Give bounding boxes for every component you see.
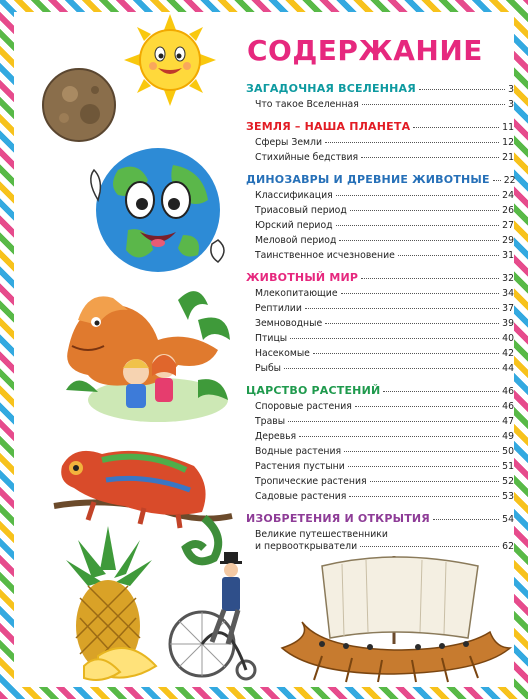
- dot-leader: [362, 104, 505, 105]
- entry-title: Стихийные бедствия: [255, 152, 359, 163]
- entry-title: Великие путешественники: [255, 529, 388, 540]
- page-number: 47: [502, 416, 514, 427]
- entry-title: Садовые растения: [255, 491, 347, 502]
- entry-title: Деревья: [255, 431, 297, 442]
- dot-leader: [383, 391, 499, 392]
- dot-leader: [361, 278, 499, 279]
- dot-leader: [433, 519, 499, 520]
- page-number: 29: [502, 235, 514, 246]
- dot-leader: [339, 240, 499, 241]
- entry-title: Тропические растения: [255, 476, 367, 487]
- dot-leader: [313, 353, 499, 354]
- dot-leader: [336, 195, 499, 196]
- entry-title: Юрский период: [255, 220, 333, 231]
- entry-title: Растения пустыни: [255, 461, 345, 472]
- page-number: 3: [508, 99, 514, 110]
- page-number: 12: [502, 137, 514, 148]
- toc-entry[interactable]: [246, 431, 514, 446]
- pineapple-illustration: [58, 526, 160, 684]
- page-number: 31: [502, 250, 514, 261]
- sun-illustration: [124, 14, 216, 106]
- dot-leader: [361, 157, 499, 158]
- dot-leader: [299, 436, 499, 437]
- entry-title: Таинственное исчезновение: [255, 250, 395, 261]
- entry-title: Что такое Вселенная: [255, 99, 359, 110]
- page-number: 26: [502, 205, 514, 216]
- toc-section: [246, 120, 514, 167]
- page-number: 49: [502, 431, 514, 442]
- entry-title: Млекопитающие: [255, 288, 338, 299]
- toc-entry[interactable]: [246, 446, 514, 461]
- toc-section-heading[interactable]: [246, 512, 514, 529]
- entry-title: Меловой период: [255, 235, 337, 246]
- entry-title: и первооткрыватели: [255, 541, 358, 552]
- toc-section-heading[interactable]: [246, 384, 514, 401]
- toc-entry[interactable]: [246, 190, 514, 205]
- toc-section: [246, 173, 514, 265]
- dot-leader: [355, 406, 499, 407]
- page-number: 27: [502, 220, 514, 231]
- toc-entry[interactable]: [246, 99, 514, 114]
- toc-entry[interactable]: [246, 288, 514, 303]
- toc-entry[interactable]: [246, 303, 514, 318]
- dot-leader: [360, 546, 499, 547]
- section-title: ЗЕМЛЯ – НАША ПЛАНЕТА: [246, 120, 411, 133]
- dinosaur-children-illustration: [58, 280, 234, 428]
- entry-title: Водные растения: [255, 446, 342, 457]
- page-number: 50: [502, 446, 514, 457]
- entry-title: Сферы Земли: [255, 137, 323, 148]
- page-number: 44: [502, 363, 514, 374]
- dot-leader: [348, 466, 499, 467]
- dot-leader: [341, 293, 500, 294]
- entry-title: Травы: [255, 416, 286, 427]
- section-title: ЦАРСТВО РАСТЕНИЙ: [246, 384, 381, 397]
- page-number: 46: [502, 401, 514, 412]
- toc-entry[interactable]: [246, 137, 514, 152]
- toc-entry[interactable]: [246, 235, 514, 250]
- entry-title: Рыбы: [255, 363, 282, 374]
- page-number: 22: [503, 175, 516, 186]
- toc-section-heading[interactable]: [246, 271, 514, 288]
- toc-entry[interactable]: [246, 476, 514, 491]
- toc-entry[interactable]: [246, 220, 514, 235]
- toc-entry[interactable]: [246, 401, 514, 416]
- toc-entry[interactable]: [246, 461, 514, 476]
- page-number: 62: [502, 541, 514, 552]
- entry-title: Триасовый период: [255, 205, 347, 216]
- toc-entry[interactable]: [246, 333, 514, 348]
- dot-leader: [370, 481, 500, 482]
- dot-leader: [290, 338, 499, 339]
- page-number: 39: [502, 318, 514, 329]
- entry-title: Земноводные: [255, 318, 323, 329]
- page-number: 42: [502, 348, 514, 359]
- toc-entry[interactable]: [246, 348, 514, 363]
- page-number: 32: [502, 273, 514, 284]
- section-title: ЖИВОТНЫЙ МИР: [246, 271, 359, 284]
- page-number: 3: [508, 84, 514, 95]
- dot-leader: [336, 225, 500, 226]
- dot-leader: [398, 255, 499, 256]
- section-title: ЗАГАДОЧНАЯ ВСЕЛЕННАЯ: [246, 82, 416, 95]
- toc-section-heading[interactable]: [246, 82, 514, 99]
- toc-entry[interactable]: [246, 363, 514, 378]
- entry-title: Птицы: [255, 333, 288, 344]
- page-number: 51: [502, 461, 514, 472]
- page-title: СОДЕРЖАНИЕ: [247, 34, 483, 67]
- dot-leader: [305, 308, 499, 309]
- page-number: 37: [502, 303, 514, 314]
- dot-leader: [325, 142, 499, 143]
- entry-title: Насекомые: [255, 348, 310, 359]
- toc-entry[interactable]: [246, 491, 514, 506]
- toc-entry[interactable]: [246, 529, 514, 541]
- toc-section: [246, 82, 514, 114]
- page-number: 52: [502, 476, 514, 487]
- toc-section: [246, 512, 514, 556]
- dot-leader: [493, 180, 501, 181]
- entry-title: Классификация: [255, 190, 333, 201]
- dot-leader: [344, 451, 499, 452]
- page-number: 53: [502, 491, 514, 502]
- toc-entry[interactable]: [246, 205, 514, 220]
- penny-farthing-illustration: [166, 552, 258, 684]
- toc-section: [246, 271, 514, 378]
- dot-leader: [284, 368, 499, 369]
- entry-title: Споровые растения: [255, 401, 352, 412]
- page-number: 40: [502, 333, 514, 344]
- toc-section-heading[interactable]: [246, 173, 514, 190]
- toc-entry[interactable]: [246, 318, 514, 333]
- toc-section: [246, 384, 514, 506]
- dot-leader: [350, 210, 499, 211]
- contents-page: [14, 12, 514, 687]
- page-number: 11: [502, 122, 514, 133]
- dot-leader: [288, 421, 499, 422]
- dot-leader: [413, 127, 499, 128]
- toc-entry[interactable]: [246, 416, 514, 431]
- section-title: ДИНОЗАВРЫ И ДРЕВНИЕ ЖИВОТНЫЕ: [246, 173, 490, 186]
- page-number: 54: [502, 514, 514, 525]
- entry-title: Рептилии: [255, 303, 302, 314]
- table-of-contents: [246, 82, 514, 562]
- ancient-ship-illustration: [282, 552, 510, 684]
- page-number: 34: [502, 288, 514, 299]
- page-number: 24: [502, 190, 514, 201]
- dot-leader: [419, 89, 505, 90]
- dot-leader: [325, 323, 499, 324]
- earth-character-illustration: [78, 140, 228, 278]
- page-number: 21: [502, 152, 514, 163]
- planet-illustration: [40, 66, 118, 144]
- toc-entry[interactable]: [246, 250, 514, 265]
- page-number: 46: [502, 386, 514, 397]
- toc-entry[interactable]: [246, 152, 514, 167]
- section-title: ИЗОБРЕТЕНИЯ И ОТКРЫТИЯ: [246, 512, 430, 525]
- toc-section-heading[interactable]: [246, 120, 514, 137]
- toc-entry-continued[interactable]: [246, 541, 514, 556]
- dot-leader: [349, 496, 499, 497]
